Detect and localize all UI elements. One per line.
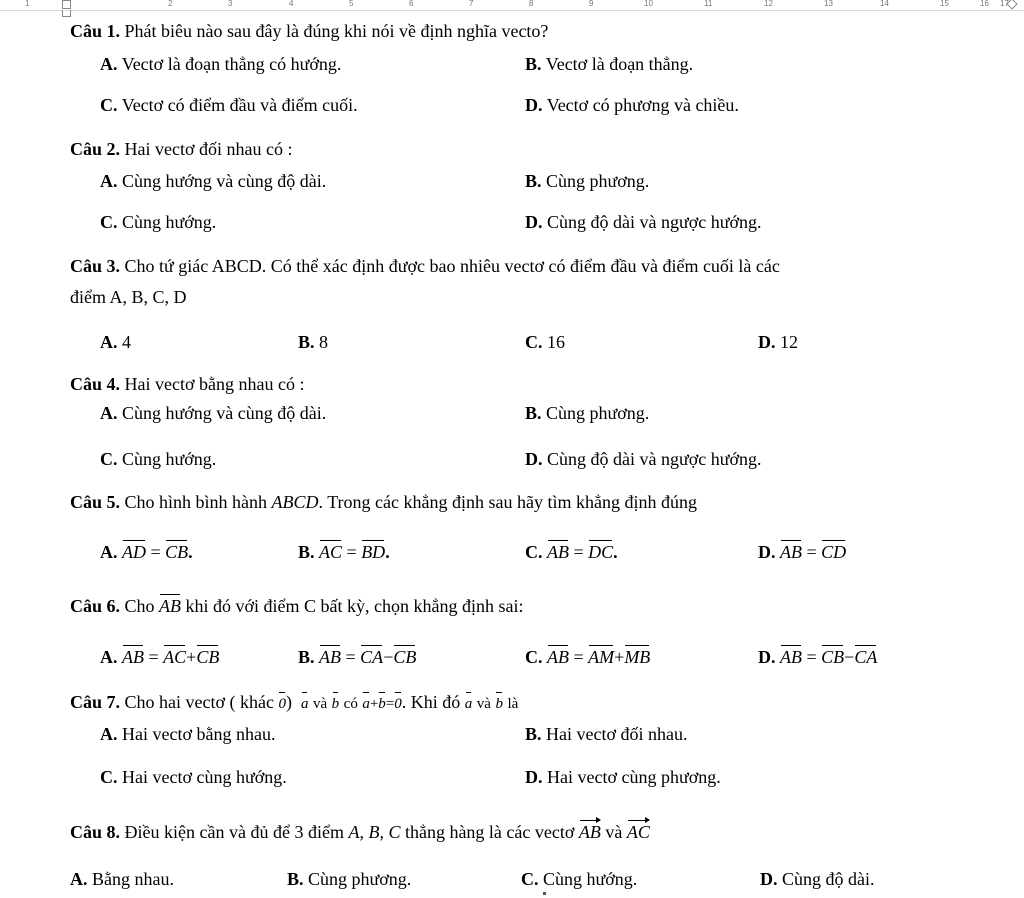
question-8: Câu 8. Điều kiện cần và đủ để 3 điểm A, B, C thẳng hàng là các vectơ AB và AC	[70, 818, 650, 843]
ruler-tick: 2	[168, 0, 173, 8]
question-label: Câu 3.	[70, 256, 121, 276]
question-label: Câu 5.	[70, 492, 121, 512]
ruler	[0, 0, 1024, 11]
option-d: D. Cùng độ dài và ngược hướng.	[525, 449, 762, 469]
option-c: C. Cùng hướng.	[100, 449, 217, 469]
question-label: Câu 4.	[70, 374, 121, 394]
ruler-tick: 16	[980, 0, 989, 8]
question-7: Câu 7. Cho hai vectơ ( khác 0) a và b có a+b=0. Khi đó a và b là	[70, 690, 518, 715]
question-1	[70, 20, 548, 42]
option-c: C. Vectơ có điểm đầu và điểm cuối.	[100, 95, 358, 115]
option-d: D. Vectơ có phương và chiều.	[525, 95, 739, 115]
ruler-tick: 9	[589, 0, 594, 8]
question-5: Câu 5. Cho hình bình hành ABCD. Trong các khẳng định sau hãy tìm khẳng định đúng	[70, 492, 697, 512]
option-a: A. 4	[100, 332, 131, 352]
ruler-tick: 4	[289, 0, 294, 8]
option-c: C. Cùng hướng.	[521, 869, 638, 889]
ruler-tick: 11	[704, 0, 713, 8]
option-d: D. Cùng độ dài.	[760, 869, 875, 889]
option-c: C. AB = AM+MB	[525, 643, 650, 668]
ruler-tick: 10	[644, 0, 653, 8]
ruler-left-margin-marker[interactable]	[62, 0, 71, 9]
option-b: B. Cùng phương.	[525, 171, 650, 191]
option-b: B. Hai vectơ đối nhau.	[525, 724, 688, 744]
shape-name: ABCD	[271, 492, 319, 512]
option-c: C. 16	[525, 332, 565, 352]
question-text: Hai vectơ đối nhau có :	[124, 139, 293, 159]
option-b: B. 8	[298, 332, 329, 352]
ruler-tick: 17	[1000, 0, 1009, 8]
ruler-tick: 7	[469, 0, 474, 8]
question-label: Câu 2.	[70, 139, 121, 159]
ruler-indent-marker[interactable]	[62, 10, 71, 17]
ruler-tick: 3	[228, 0, 233, 8]
option-d: D. Cùng độ dài và ngược hướng.	[525, 212, 762, 232]
question-text: Phát biêu nào sau đây là đúng khi nói về định nghĩa vecto?	[124, 21, 549, 41]
question-3	[70, 255, 780, 277]
text-cursor-mark	[543, 892, 546, 895]
option-b: B. Vectơ là đoạn thẳng.	[525, 54, 694, 74]
option-b: B. AC = BD.	[298, 538, 390, 563]
question-4	[70, 373, 304, 395]
ruler-tick: 8	[529, 0, 534, 8]
question-label: Câu 7.	[70, 692, 121, 712]
ruler-tick: 12	[764, 0, 773, 8]
ruler-tick: 14	[880, 0, 889, 8]
ruler-tick: 6	[409, 0, 414, 8]
option-a: A. Bằng nhau.	[70, 869, 174, 889]
question-text: Hai vectơ bằng nhau có :	[124, 374, 305, 394]
option-d: D. AB = CD	[758, 538, 846, 563]
option-a: A. Vectơ là đoạn thẳng có hướng.	[100, 54, 342, 74]
question-3-continued: điểm A, B, C, D	[70, 287, 187, 307]
option-c: C. Hai vectơ cùng hướng.	[100, 767, 287, 787]
question-text: Cho tứ giác ABCD. Có thể xác định được bao nhiêu vectơ có điểm đầu và điểm cuối là các	[124, 256, 780, 276]
question-label: Câu 8.	[70, 822, 121, 842]
option-a: A. AB = AC+CB	[100, 643, 219, 668]
option-b: B. Cùng phương.	[525, 403, 650, 423]
option-d: D. 12	[758, 332, 798, 352]
option-b: B. AB = CA−CB	[298, 643, 416, 668]
option-c: C. AB = DC.	[525, 538, 618, 563]
option-b: B. Cùng phương.	[287, 869, 412, 889]
ruler-tick: 13	[824, 0, 833, 8]
ruler-right-margin-marker[interactable]	[1006, 0, 1017, 10]
option-a: A. AD = CB.	[100, 538, 193, 563]
question-label: Câu 1.	[70, 21, 121, 41]
question-2	[70, 138, 292, 160]
option-a: A. Hai vectơ bằng nhau.	[100, 724, 276, 744]
question-label: Câu 6.	[70, 596, 121, 616]
option-c: C. Cùng hướng.	[100, 212, 217, 232]
question-6: Câu 6. Cho AB khi đó với điểm C bất kỳ, chọn khẳng định sai:	[70, 592, 524, 617]
option-d: D. Hai vectơ cùng phương.	[525, 767, 721, 787]
ruler-tick: 5	[349, 0, 354, 8]
ruler-tick: 1	[25, 0, 30, 8]
option-a: A. Cùng hướng và cùng độ dài.	[100, 171, 327, 191]
option-d: D. AB = CB−CA	[758, 643, 877, 668]
ruler-tick: 15	[940, 0, 949, 8]
option-a: A. Cùng hướng và cùng độ dài.	[100, 403, 327, 423]
